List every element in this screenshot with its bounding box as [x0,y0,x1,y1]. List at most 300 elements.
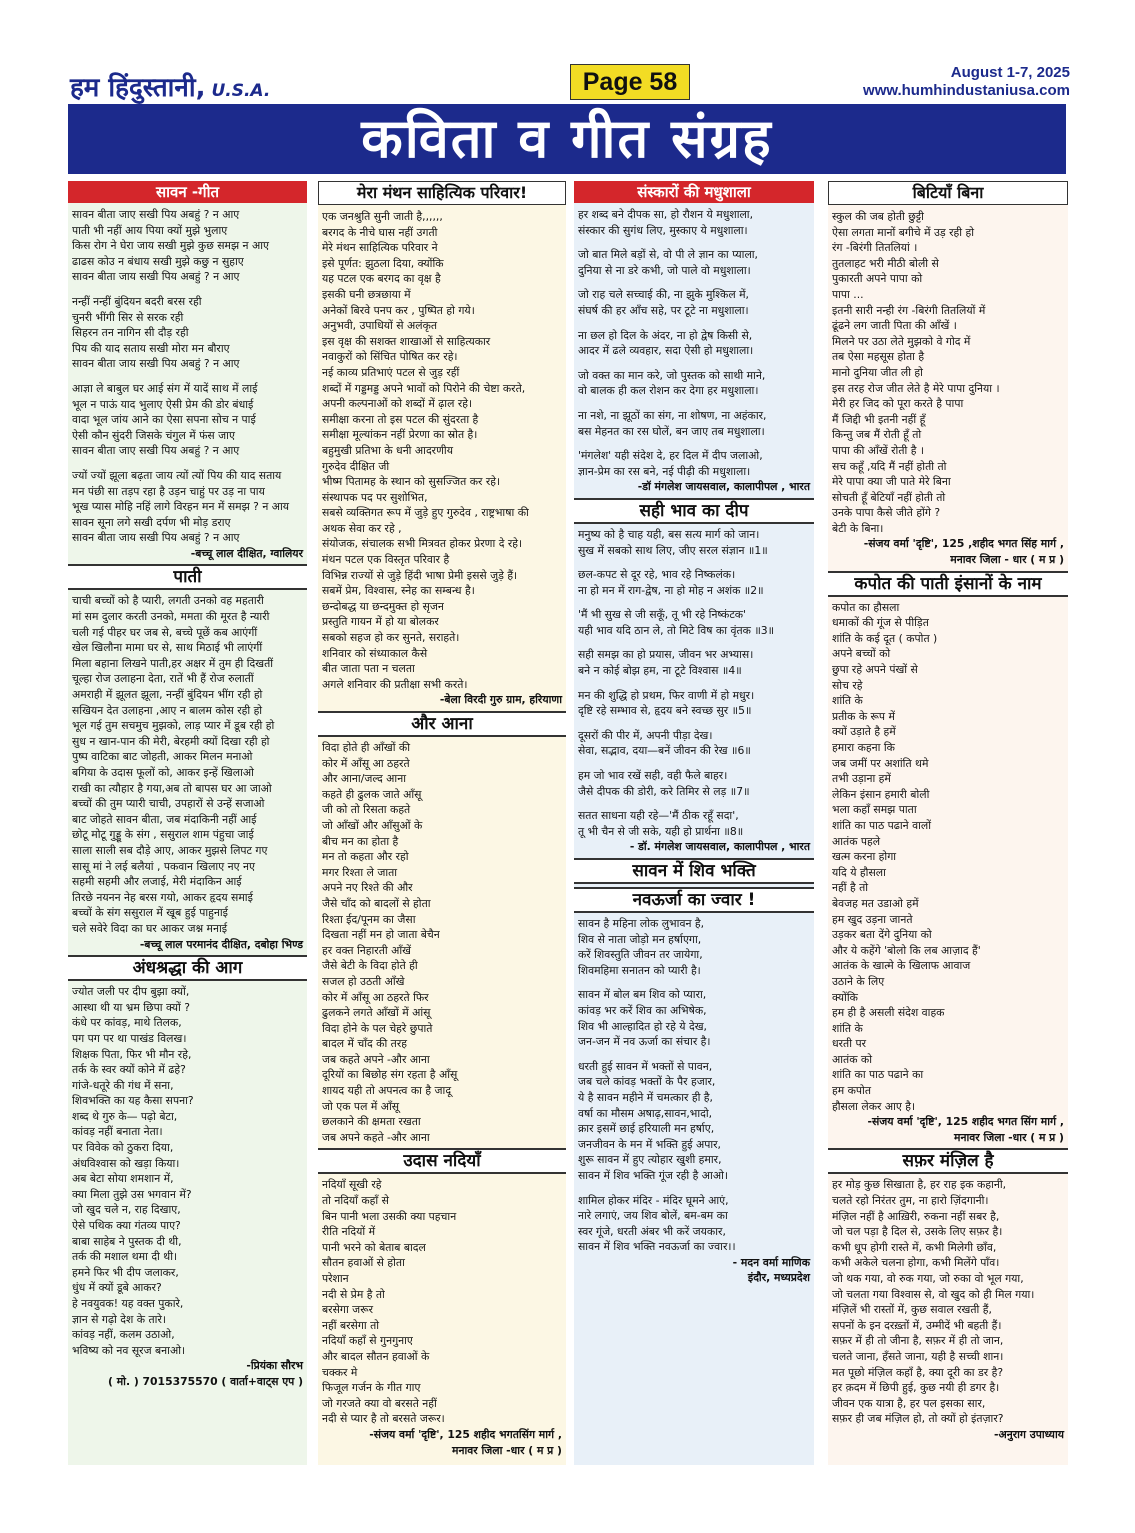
poem-line: समीक्षा मूल्यांकन नहीं प्रेरणा का स्रोत है। [322,428,478,442]
poem-line: नहीं बरसेगा तो [322,1318,380,1332]
poem-line: सेवा, सद्भाव, दया—बनें जीवन की रेख ॥6॥ [578,744,751,758]
poem-line: मिला बहाना लिखने पाती,हर अक्षर में तुम ही दिखतीं [72,656,274,670]
poem-line: साला साली सब दौड़े आए, आकर मुझसे लिपट गए [72,843,268,857]
poem-line: आदर में ढले व्यवहार, सदा ऐसी हो मधुशाला। [578,344,754,358]
stanza-gap [578,638,810,647]
poem-line: तिरछे नयनन नेह बरस गयो, आकर हृदय समाई [72,890,253,904]
poem-line: ज्ञान से गढ़ो देश के तारे। [72,1312,166,1326]
poem-line: अथक सेवा कर रहे , [322,521,402,535]
poem-line: जो वक्त का मान करे, जो पुस्तक को साथी माने, [578,368,766,382]
poem-line: कांवड़ नहीं बनाता नेता। [72,1125,163,1139]
poem-line: मंथन पटल एक विस्तृत परिवार है [322,553,450,567]
poem-line: सोच रहे [832,678,863,692]
stanza-gap [578,319,810,328]
poem-line: जो थक गया, वो रुक गया, जो रुका वो भूल गया, [832,1272,1024,1285]
poem-line: कपोत का हौसला [832,600,900,614]
poem-body [68,1171,307,1233]
poem-body [68,984,307,1046]
poem-line: बच्चों के संग ससुराल में खूब हुई पाहुनाई [72,906,228,920]
poem-line: सावन में बोल बम शिव को प्यारा, [578,988,707,1002]
poem-line: बने न कोई बोझ हम, ना टूटे विश्वास ॥4॥ [578,664,742,678]
poem-line: शिक्षक पिता, फिर भी मौन रहे, [72,1047,192,1061]
poem-line: राखी का त्यौहार है गया,अब तो बापस घर आ जाओ [72,781,272,795]
poem-line: शांति के [832,694,863,708]
poem-line: बहुमुखी प्रतिभा के धनी आदरणीय [322,443,453,457]
poem-line: ढाढस कोउ न बंधाय सखी मुझे कछु न सुहाए [72,254,244,268]
stanza-gap [578,759,810,768]
poem-line: शांति के कई दूत ( कपोत ) [832,631,938,645]
poem-line: तू भी चैन से जी सके, यही हो प्रार्थना ॥8॥ [578,824,744,838]
poem-line: मगर रिश्ता ले जाता [322,865,398,879]
poem-line: अनेकों बिरवे पनप कर , पुष्पित हो गये। [322,303,475,317]
poem-line: लेकिन इंसान हमारी बोली [832,787,930,801]
poem-line: कांवड़ भर करें शिव का अभिषेक, [578,1003,707,1017]
poem-line: सावन सूना लगे सखी दर्पण भी मोड़ डराए [72,515,231,529]
poem-line: शामिल होकर मंदिर - मंदिर घूमने आएं, [578,1193,729,1207]
poem-line: पाती भी नहीं आय पिया क्यों मुझे भुलाए [72,223,228,237]
poem-line: 'मंगलेश' यही संदेश दे, हर दिल में दीप जलाओ, [578,449,763,463]
poem-line: मानो दुनिया जीत ली हो [832,365,923,379]
poem-line: नहीं है तो [832,881,869,895]
poem-title: सफ़र मंज़िल है [828,1148,1068,1174]
poem-line: पुष्प वाटिका बाट जोहती, आकर मिलन मनाओ [72,750,253,764]
poem-line: शांति के [832,1021,863,1035]
page-number-badge: Page 58 [570,64,690,100]
poem-line: सौतन हवाओं से होता [322,1256,405,1270]
poem-line: एक जनश्रुति सुनी जाती है,,,,,, [322,210,443,223]
poem-line: इतनी सारी नन्ही रंग -बिरंगी तितलियों में [832,303,986,317]
paper-country-text: U.S.A. [211,81,271,101]
poem-line: धरती पर [832,1037,866,1051]
poem-author: -बेला विरदी गुरु ग्राम, हरियाणा [439,693,562,707]
poem-line: हमने फिर भी दीप जलाकर, [72,1265,179,1279]
poem-line: मेरी हर जिद को पूरा करते है पापा [832,397,964,411]
poem-line: मन पंछी सा तड़प रहा है उड़न चाहुं पर उड़ ना पाय [72,484,265,498]
poem-line: बेटी के बिना। [832,521,884,535]
poem-line: सावन बीता जाय सखी पिय अबहुं ? न आए [72,357,240,371]
poem-line: सावन बीता जाए सखी पिय अबहुं ? न आए [72,444,240,458]
poem-author: -संजय वर्मा 'दृष्टि', 125 शहीद भगत सिंग मार्ग , [867,1115,1064,1129]
poem-line: शिवमहिमा सनातन को प्यारी है। [578,963,701,977]
poem-title: अंधश्रद्धा की आग [68,955,307,981]
poem-body [318,740,566,1145]
poem-line: सफ़र ही जब मंज़िल हो, तो क्यों हो इंतज़ार? [832,1412,1004,1426]
poem-line: सुख में सबको साथ लिए, जीए सरल संज्ञान ॥1॥ [578,543,768,557]
poem-line: और ये कहेंगे 'बोलो कि लब आज़ाद हैं' [832,943,981,957]
poem-line: प्रतीक के रूप में [832,709,895,723]
stanza-gap [578,679,810,688]
poem-line: भूख प्यास मोहि नहिं लागे विरहन मन में समझ ? न आय [72,500,290,514]
issue-date: August 1-7, 2025 [950,64,1070,81]
poem-line: शब्दों में गड्डमड्ड अपने भावों को पिरोने की चेष्टा करते, [322,381,526,395]
poem-line: मनुष्य को है चाह यही, बस सत्य मार्ग को जान। [578,527,760,541]
poem-line: वर्षा का मौसम अषाढ़,सावन,भादो, [578,1106,713,1120]
poem-line: सावन बीता जाय सखी पिय अबहुं ? न आए [72,270,240,284]
poem-line: रंग -बिरंगी तितलियां । [832,241,918,255]
poem-body [574,207,814,479]
poem-line: सोचती हूँ बेटियाँ नहीं होती तो [832,490,946,504]
poem-author-place: मनावर जिला - धार ( म प्र ) [950,553,1064,567]
column-3 [574,181,814,1465]
poem-line: छुपा रहे अपने पंखों से [832,663,918,677]
poem-title: सावन -गीत [68,181,307,203]
poem-line: करें शिवस्तुति जीवन तर जायेगा, [578,948,703,962]
poem-line: जी को तो रिसता कहते [322,803,411,817]
poem-author: -संजय वर्मा 'दृष्टि', 125 शहीद भगतसिंग मार्ग , [369,1427,562,1441]
poem-line: मंज़िलें भी रास्तों में, कुछ सवाल रखती हैं, [832,1303,992,1317]
poem-line: भीष्म पितामह के स्थान को सुसज्जित कर रहे। [322,475,501,489]
poem-line: भूल न पाऊं याद भुलाए ऐसी प्रेम की डोर बंधाई [72,397,254,411]
poem-line: ये है सावन महीने में चमत्कार ही है, [578,1090,713,1104]
poem-line: सबमें प्रेम, विश्वास, स्नेह का सम्बन्ध है। [322,584,475,598]
poem-line: शिव भी आल्हादित हो रहे ये देख, [578,1019,707,1033]
poem-author-contact: ( मो. ) 7015375570 ( वार्ता+वाट्स एप ) [108,1374,303,1388]
poem-line: जो खुद चले न, राह दिखाए, [72,1203,181,1217]
poem-author: - डॉ. मंगलेश जायसवाल, कालापीपल , भारत [629,840,810,854]
poem-line: शनिवार को संध्याकाल कैसे [322,646,428,660]
poem-line: हर क़दम में छिपी हुई, कुछ नयी ही डगर है। [832,1381,1000,1395]
poem-line: गुरुदेव दीक्षित जी [322,459,390,473]
poem-line: बस मेहनत का रस घोलें, बन जाए तब मधुशाला। [578,424,765,438]
column-2 [318,181,566,1465]
poem-line: सहमी सहमी और लजाई, मेरी मंदाकिन आई [72,875,242,889]
poem-line: सावन में शिव भक्ति गूंज रही है आओ। [578,1168,728,1182]
poem-line: पर विवेक को ठुकरा दिया, [72,1141,174,1155]
poem-line: और आना/जल्द आना [322,772,407,786]
poem-author: -बच्चू लाल दीक्षित, ग्वालियर [190,546,303,560]
poem-line: दूसरों की पीर में, अपनी पीड़ा देख। [578,728,713,742]
poem-line: सबको सहज हो कर सुनते, सराहते। [322,631,460,645]
poem-title: पाती [68,564,307,590]
poem-body [318,1177,566,1427]
poem-line: खत्म करना होगा [832,850,897,864]
poem-line: सुध न खान-पान की मेरी, बेरहमी क्यों दिखा रही हो [72,734,270,748]
poem-author: -डॉ मंगलेश जायसवाल, कालापीपल , भारत [637,480,810,494]
poem-line: दिखता नहीं मन हो जाता बेचैन [322,928,440,942]
poem-line: दृष्टि रहे सम्भाव से, हृदय बने स्वच्छ सुर ॥5॥ [578,704,752,718]
column-4 [828,181,1068,1465]
poem-line: दुनिया से ना डरे कभी, जो पाले वो मधुशाला। [578,263,751,277]
poem-body [68,1234,307,1296]
poem-line: अपने बच्चों को [832,647,891,661]
poem-line: तुतलाहट भरी मीठी बोली से [832,256,939,270]
poem-line: मां सम दुलार करती उनको, ममता की मूरत है न्यारी [72,610,270,624]
poem-line: हमारा कहना कि [832,741,895,754]
poem-title: कपोत की पाती इंसानों के नाम [828,571,1068,597]
poem-body [574,527,814,840]
poem-line: मंज़िल नहीं है आख़िरी, रुकना नहीं सबर है, [832,1209,1000,1223]
poem-line: चक्कर मे [322,1365,358,1379]
poem-line: ना हो मन में राग-द्वेष, ना हो मोह न अशंक ॥2॥ [578,583,764,597]
poem-line: पापा ... [832,287,864,301]
poem-line: चुनरी भींगी सिर से सरक रही [72,310,184,324]
poem-line: भला कहाँ समझ पाता [832,803,917,817]
poem-line: भविष्य को नव सूरज बनाओ। [72,1343,186,1357]
poem-line: सिहरन तन नागिन सी दौड़ रही [72,326,189,340]
poem-body [318,209,566,692]
poem-line: संस्थापक पद पर सुशोभित, [322,490,428,504]
newspaper-name [70,68,270,104]
poem-line: बादल में चाँद की तरह [322,1037,407,1051]
poem-line: यह पटल एक बरगद का वृक्ष है [322,272,441,286]
poem-line: चलते जाना, हँसते जाना, यही है सच्ची शान। [832,1349,1004,1363]
poem-line: ऐसा लगता मानों बगीचे में उड़ रही हो [832,225,975,239]
poem-line: सबसे व्यक्तिगत रूप में जुड़े हुए गुरुदेव , राष्ट्रभाषा की [322,506,529,520]
poem-line: इस तरह रोज जीत लेते है मेरे पापा दुनिया । [832,381,1000,395]
poem-line: छन्दोबद्ध या छन्दमुक्त हो सृजन [322,599,444,613]
poem-line: नदियाँ सूखी रहे [322,1178,382,1192]
stanza-gap [72,459,303,468]
poem-line: मन तो कहता और रहो [322,850,409,864]
poem-line: नन्हीं नन्हीं बुंदियन बदरी बरस रही [72,294,202,308]
poem-line: इसकी घनी छत्रछाया में [322,287,411,301]
stanza-gap [578,799,810,808]
poem-author-place: मनावर जिला -धार ( म प्र ) [954,1130,1064,1144]
poem-line: भूल गई तुम सचमुच मुझको, लाड़ प्यार में डूब रही हो [72,719,275,733]
stanza-gap [578,978,810,987]
poem-author: -बच्चू लाल परमानंद दीक्षित, दबोहा भिण्ड [139,937,303,951]
poem-line: ढुलकने लगते आँखों में आंसू [322,1006,431,1020]
poem-line: शांति का पाठ पढाने का [832,1068,924,1082]
poem-body [828,912,1068,1037]
poem-line: नदियाँ कहाँ से गुनगुनाए [322,1334,413,1348]
stanza-gap [578,558,810,567]
poem-line: स्कुल की जब होती छुट्टी [832,210,924,223]
poem-line: हर वक्त निहारती आँखें [322,943,411,957]
poem-line: जैसे चाँद को बादलों से होता [322,896,431,910]
stanza-gap [578,399,810,408]
poem-line: जन-जन में नव ऊर्जा का संचार है। [578,1035,711,1049]
poem-line: हम ही है असली संदेश वाहक [832,1006,945,1020]
poem-line: पापा की आँखें रोती है । [832,443,924,457]
poem-line: इस वृक्ष की सशक्त शाखाओं से साहित्यकार [322,334,491,348]
poem-line: उनके पापा कैसे जीते होंगे ? [832,506,941,520]
poem-body [574,916,814,1255]
poem-title: मेरा मंथन साहित्यिक परिवार! [318,181,566,205]
poem-line: बीत जाता पता न चलता [322,662,415,676]
poem-line: बाबा साहेब ने पुस्तक दी थी, [72,1234,182,1248]
poem-author: -अनुराग उपाध्याय [994,1427,1064,1441]
poem-line: वादा भूल जांय आने का ऐसा सपना सोच न पाई [72,413,256,427]
poem-line: संघर्ष की हर आँच सहे, पर टूटे ना मधुशाला। [578,303,749,317]
poem-line: सावन में शिव भक्ति नवऊर्जा का ज्वार।। [578,1240,736,1254]
poem-body [68,1047,307,1109]
poem-author: -प्रियंका सौरभ [246,1359,303,1373]
poem-line: धरती हुई सावन में भक्तों से पावन, [578,1059,713,1073]
poem-line: उड़कर बता देंगे दुनिया को [832,928,932,942]
masthead [70,64,1070,103]
poem-title: सही भाव का दीप [574,498,814,524]
poem-line: जैसे बेटी के विदा होते ही [322,959,418,973]
poem-line: छोटू मोटू गुड्डू के संग , ससुराल शाम पंहुचा जाई [72,828,254,842]
poem-line: जीवन एक यात्रा है, हर पल इसका सार, [832,1396,986,1410]
poem-line: रिश्ता ईद/पूनम का जैसा [322,912,416,926]
poem-line: आतंक पहले [832,834,881,848]
poem-line: 'मैं भी सुख से जी सकूँ, तू भी रहे निष्कंटक' [578,608,747,622]
poem-line: बगिया के उदास फूलों को, आकर इन्हें खिलाओ [72,766,254,779]
poem-line: हर शब्द बने दीपक सा, हो रौशन ये मधुशाला, [578,208,754,221]
poem-line: पग पग पर था पाखंड विलख। [72,1031,187,1045]
poem-line: जैसे दीपक की डोरी, करे तिमिर से लड़ ॥7॥ [578,784,750,798]
poem-body [68,1296,307,1358]
poem-line: स्वर गूंजे, धरती अंबर भी करें जयकार, [578,1224,726,1238]
poem-line: शायद यही तो अपनत्व का है जादू [322,1084,452,1098]
poem-line: अपनी कल्पनाओं को शब्दों में ढ़ाल रहे। [322,397,473,411]
poem-line: सावन है महिना लोक लुभावन है, [578,917,705,930]
stanza-gap [578,1050,810,1059]
poem-body [828,1177,1068,1427]
poem-line: शिवभक्ति का यह कैसा सपना? [72,1094,194,1108]
stanza-gap [578,598,810,607]
poem-line: मत पूछो मंज़िल कहाँ है, क्या दूरी का डर है? [832,1365,1004,1379]
poem-line: हे नवयुवक! यह वक्त पुकारे, [72,1297,184,1310]
poem-line: हम खुद उड़ना जानते [832,912,913,926]
poem-line: नारे लगाएं, जय शिव बोलें, बम-बम का [578,1209,728,1223]
poem-line: मन की शुद्धि हो प्रथम, फिर वाणी में हो मधुर। [578,688,755,702]
poem-line: पानी भरने को बेताब बादल [322,1240,426,1254]
poem-title: सावन में शिव भक्ति [574,858,814,884]
poem-line: और बादल सौतन हवाओं के [322,1349,430,1363]
poem-line: संस्कार की सुगंध लिए, मुस्काए ये मधुशाला। [578,223,748,237]
poem-line: तब ऐसा महसूस होता है [832,350,925,364]
poem-line: कांवड़ नहीं, कलम उठाओ, [72,1328,175,1342]
poem-line: मेरे मंथन साहित्यिक परिवार ने [322,241,438,255]
poem-line: प्रस्तुति गायन में हो या बोलकर [322,615,439,629]
poem-line: बिन पानी भला उसकी क्या पहचान [322,1209,457,1223]
poem-line: ज्यों ज्यों झूला बढ़ता जाय त्यों त्यों पिय की याद सताय [72,468,282,482]
poem-line: गांजे-धतूरे की गंध में सना, [72,1078,174,1092]
poem-title: और आना [318,711,566,737]
poem-line: चूल्हा रोज उलाहना देता, रातें भी हैं रोज रुलातीं [72,672,254,686]
poem-line: चलते रहो निरंतर तुम, ना हारो ज़िंदगानी। [832,1194,989,1208]
poem-line: अपने नए रिश्ते की और [322,881,413,895]
poem-line: जो चल पड़ा है दिल से, उसके लिए सफ़र है। [832,1225,1003,1239]
poem-line: ना छल हो दिल के अंदर, ना हो द्वेष किसी से, [578,328,753,342]
poem-author-place: मनावर जिला -धार ( म प्र ) [452,1443,562,1457]
poem-line: धमाकों की गूंज से पीड़ित [832,616,929,630]
website-link[interactable]: www.humhindustaniusa.com [863,82,1070,99]
poem-line: ना नशे, ना झूठों का संग, ना शोषण, ना अहंकार, [578,408,767,422]
poem-line: आतंक के खात्मे के खिलाफ आवाज [832,959,971,973]
poem-line: कहते ही ढुलक जाते आँसू [322,787,422,801]
poem-line: हम जो भाव रखें सही, वही फैले बाहर। [578,769,728,783]
poem-line: दूरियों का बिछोह संग रहता है आँसू [322,1068,458,1082]
poem-line: विदा होने के पल चेहरे छुपाते [322,1021,433,1035]
stanza-gap [578,359,810,368]
poem-author-place: इंदौर, मध्यप्रदेश [747,1271,810,1285]
poem-line: उठाने के लिए [832,974,885,988]
poem-line: इसे पूर्णत: झुठला दिया, क्योंकि [322,256,444,270]
poem-line: चली गई पीहर घर जब से, बच्चे पूछें कब आएंगीं [72,625,258,639]
poem-line: सावन बीता जाए सखी पिय अबहुं ? न आए [72,208,240,221]
poem-line: जो राह चले सच्चाई की, ना झुके मुश्किल में, [578,288,749,302]
poem-line: क्या मिला तुझे उस भगवान में? [72,1187,192,1201]
poem-title: बिटियाँ बिना [828,181,1068,205]
stanza-gap [578,719,810,728]
poem-line: जो चलता गया विश्वास से, वो खुद को ही मिल गया। [832,1287,1035,1301]
poem-line: विभिन्न राज्यों से जुड़े हिंदी भाषा प्रेमी इससे जुड़े हैं। [322,568,518,582]
poem-line: क्रार इसमें छाई हरियाली मन हर्षाए, [578,1122,715,1136]
poem-line: यदि ये हौसला [832,865,886,879]
poem-line: सावन बीता जाय सखी पिय अबहुं ? न आए [72,531,240,545]
poem-line: ऐसे पथिक क्या गंतव्य पाए? [72,1219,181,1233]
poem-line: हर मोड़ कुछ सिखाता है, हर राह इक कहानी, [832,1178,1007,1192]
poem-line: ज्ञान-प्रेम का रस बने, नई पीढ़ी की मधुशाला। [578,464,751,478]
poem-line: सफ़र में ही तो जीना है, सफ़र में ही तो जान, [832,1334,1004,1348]
poem-line: ढूंढने लग जाती पिता की आँखें । [832,319,957,333]
poem-line: मिलने पर उठा लेते मुझको वे गोद में [832,334,971,348]
poem-body [68,1109,307,1171]
poem-line: अब बेटा सोया शमशान में, [72,1172,174,1186]
paper-name-text: हम हिंदुस्तानी, [70,73,206,103]
poem-line: अनुभवी, उपाधियों से अलंकृत [322,319,438,333]
poem-line: तो नदियाँ कहाँ से [322,1194,389,1208]
poem-body [828,1083,1068,1114]
poem-line: सच कहूँ ,यदि मैं नहीं होती तो [832,459,947,473]
poem-title: उदास नदियाँ [318,1148,566,1174]
poem-line: जब अपने कहते -और आना [322,1130,430,1144]
poem-line: फिजूल गर्जन के गीत गाए [322,1381,421,1395]
poem-line: समीक्षा करना तो इस पटल की सुंदरता है [322,412,479,426]
poem-line: नवाकुरों को सिंचित पोषित कर रहे। [322,350,458,364]
poem-line: कभी धूप होगी रास्ते में, कभी मिलेगी छाँव, [832,1240,997,1254]
poem-line: कोर में आँसू आ ठहरते फिर [322,990,429,1004]
poem-line: जो एक पल में आँसू [322,1099,400,1113]
poem-line: सही समझ का हो प्रयास, जीवन भर अभ्यास। [578,648,754,662]
poem-body [828,678,1068,740]
poem-line: परेशान [322,1272,349,1285]
poem-line: नदी से प्रेम है तो [322,1287,385,1301]
poem-line: बाट जोहते सावन बीता, जब मंदाकिनी नहीं आई [72,812,257,826]
poem-line: धुंध में क्यों डूबे आकर? [72,1281,162,1295]
poem-body [68,207,307,546]
poem-line: हौसला लेकर आए है। [832,1099,916,1113]
stanza-gap [72,285,303,294]
issue-info [863,64,1070,100]
poem-body [828,818,1068,912]
poem-line: क्योंकि [832,990,858,1004]
stanza-gap [578,439,810,448]
poem-line: नई काव्य प्रतिभाएं पटल से जुड़ रहीं [322,365,460,379]
poem-line: किस रोग ने घेरा जाय सखी मुझे कुछ समझ न आए [72,239,269,253]
poem-body [828,740,1068,818]
poem-line: जब कहते अपने -और आना [322,1052,430,1066]
poem-line: तर्क के स्वर क्यों कोने में ढहे? [72,1063,186,1077]
poem-line: कंधे पर कांवड़, माथे तिलक, [72,1016,182,1030]
poem-line: छलकाने की क्षमता रखता [322,1115,421,1129]
poem-line: सजल हो उठती आँखे [322,974,405,988]
poem-line: जब जमीं पर अशांति थमे [832,756,929,770]
poem-line: किन्तु जब मैं रोती हूँ तो [832,428,922,442]
poem-line: मेरे पापा क्या जी पाते मेरे बिना [832,475,951,489]
poem-line: शब्द थे गुरु के— पढ़ो बेटा, [72,1109,178,1123]
poem-line: पुकारती अपने पापा को [832,272,923,286]
poem-body [828,1036,1068,1083]
poem-line: जो गरजते क्या वो बरसते नहीं [322,1396,437,1410]
poem-line: सखियन देत उलाहना ,आए न बालम कोस रही हो [72,703,263,717]
poem-line: शुरू सावन में हुए त्योहार खुशी हमार, [578,1153,722,1167]
poem-line: जनजीवन के मन में भक्ति हुई अपार, [578,1137,721,1151]
poem-line: विदा होते ही आँखों की [322,741,411,754]
poem-line: खेल खिलौना मामा घर से, साथ मिठाई भी लाएंगीं [72,641,263,655]
poem-line: चले सवेरे विदा का घर आकर जश्न मनाई [72,921,228,935]
poem-line: जो बात मिले बड़ों से, वो पी ले ज्ञान का प्याला, [578,248,758,262]
poem-line: सासू मां ने लई बलैयां , पकवान खिलाए नए नए [72,859,255,873]
poem-subtitle: नवऊर्जा का ज्वार ! [574,887,814,913]
poem-line: आज्ञा ले बाबुल घर आई संग में यादें साथ में लाई [72,381,258,395]
poem-body [828,600,1068,678]
poem-line: बरगद के नीचे घास नहीं उगती [322,225,438,239]
